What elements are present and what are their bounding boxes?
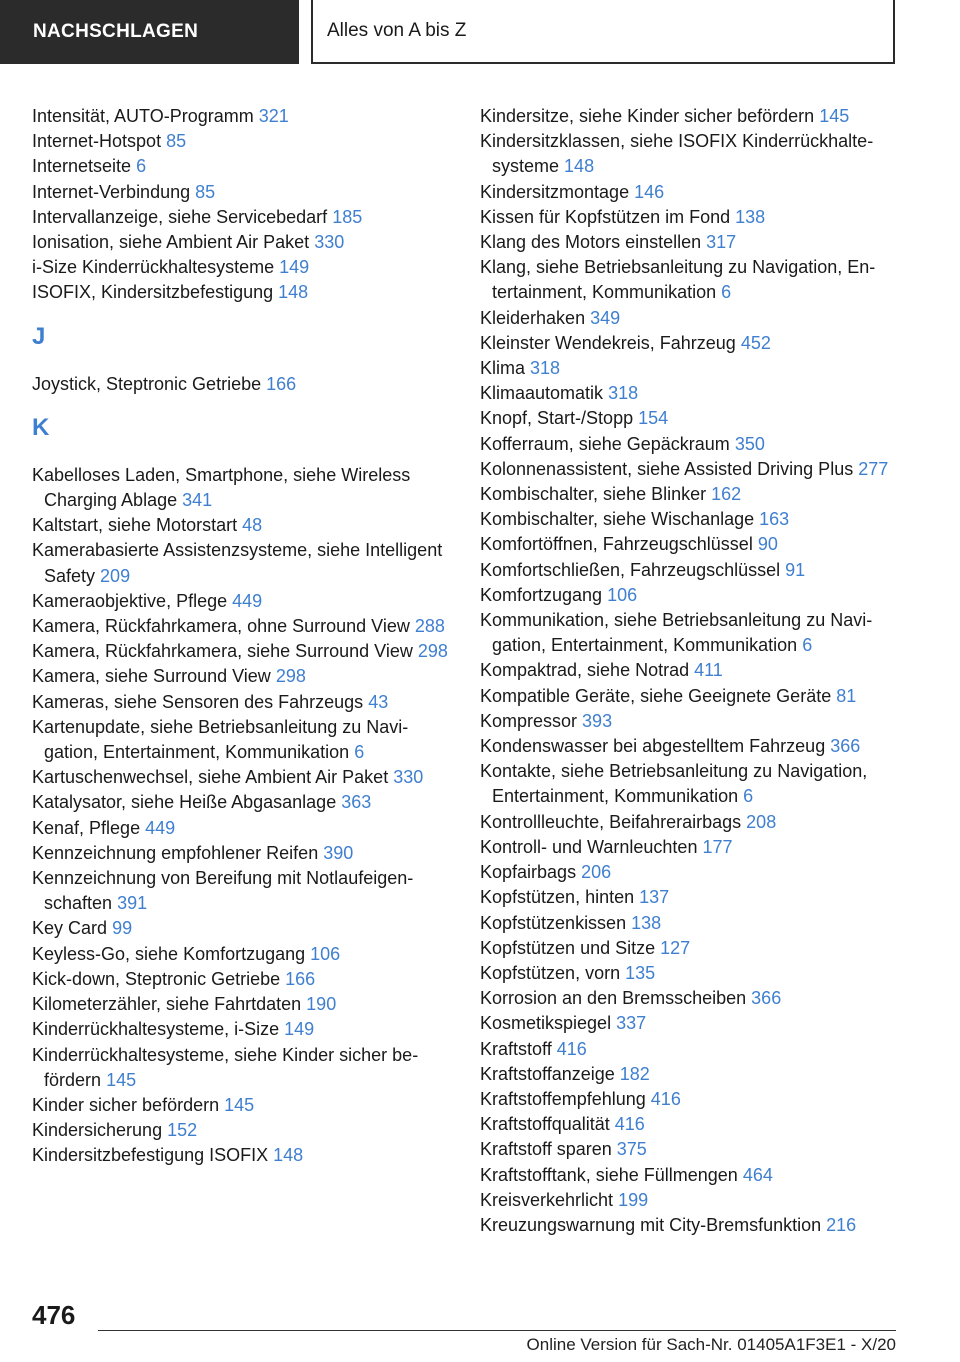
index-entry xyxy=(32,664,452,689)
index-entry xyxy=(32,1143,452,1168)
page-reference-link[interactable]: 166 xyxy=(266,373,297,394)
index-entry xyxy=(32,1118,452,1143)
index-entry-text: Kompaktrad, siehe Notrad xyxy=(480,660,690,681)
index-entry-text: Kamera, Rückfahrkamera, ohne Surround View xyxy=(32,616,410,637)
index-entry-text: Kenaf, Pflege xyxy=(32,817,141,838)
page-reference-link[interactable]: 138 xyxy=(735,206,766,227)
index-entry xyxy=(480,381,920,406)
index-entry-text: Korrosion an den Bremsscheiben xyxy=(480,988,747,1009)
page-reference-link[interactable]: 6 xyxy=(743,786,754,807)
page-reference-link[interactable]: 318 xyxy=(608,383,639,404)
index-entry xyxy=(32,129,452,154)
page-reference-link[interactable]: 349 xyxy=(590,307,621,328)
page-reference-link[interactable]: 199 xyxy=(618,1189,649,1210)
page-reference-link[interactable]: 375 xyxy=(616,1139,647,1160)
page-reference-link[interactable]: 106 xyxy=(607,584,638,605)
page-reference-link[interactable]: 321 xyxy=(258,106,289,126)
index-entry xyxy=(32,1093,452,1118)
index-entry-text: Kondenswasser bei abgestelltem Fahrzeug xyxy=(480,736,826,757)
page-reference-link[interactable]: 317 xyxy=(706,232,737,253)
index-entry-text: Komfortzugang xyxy=(480,584,603,605)
page-reference-link[interactable]: 85 xyxy=(195,181,216,202)
index-entry xyxy=(32,690,452,715)
index-entry xyxy=(32,992,452,1017)
index-entry-text: Kreuzungswarnung mit City-Bremsfunktion xyxy=(480,1214,822,1235)
index-entry xyxy=(480,306,920,331)
page-reference-link[interactable]: 416 xyxy=(614,1114,645,1135)
index-entry xyxy=(32,1017,452,1042)
page-reference-link[interactable]: 366 xyxy=(751,988,782,1009)
index-entry xyxy=(32,967,452,992)
index-entry xyxy=(480,658,920,683)
page-reference-link[interactable]: 145 xyxy=(819,106,850,126)
index-entry-text: Kindersitze, siehe Kinder sicher befördern xyxy=(480,106,815,126)
page-reference-link[interactable]: 298 xyxy=(275,666,306,687)
index-entry xyxy=(480,709,920,734)
index-entry-text: Intervallanzeige, siehe Servicebedarf xyxy=(32,206,328,227)
index-entry xyxy=(480,1213,920,1238)
index-entry xyxy=(480,986,920,1011)
index-entry-text: Kindersitzklassen, siehe ISOFIX Kinderrückhaltesysteme xyxy=(480,131,874,177)
index-entry-text: Kartuschenwechsel, siehe Ambient Air Paket xyxy=(32,767,389,788)
index-entry xyxy=(480,1087,920,1112)
page-reference-link[interactable]: 449 xyxy=(232,590,263,611)
index-entry-text: Kennzeichnung von Bereifung mit Notlaufeigenschaften xyxy=(32,868,414,914)
index-entry-text: Kennzeichnung empfohlener Reifen xyxy=(32,842,319,863)
page-reference-link[interactable]: 152 xyxy=(167,1120,198,1141)
page-reference-link[interactable]: 148 xyxy=(278,282,309,303)
page-reference-link[interactable]: 149 xyxy=(284,1019,315,1040)
index-entry xyxy=(480,129,920,179)
index-entry xyxy=(32,715,452,765)
index-entry xyxy=(480,1163,920,1188)
page-reference-link[interactable]: 350 xyxy=(734,433,765,454)
page-reference-link[interactable]: 318 xyxy=(530,358,561,379)
page-reference-link[interactable]: 6 xyxy=(721,282,732,303)
index-entry xyxy=(480,608,920,658)
index-entry-text: Klang des Motors einstellen xyxy=(480,232,702,253)
page-reference-link[interactable]: 91 xyxy=(785,559,806,580)
index-entry-text: Kleiderhaken xyxy=(480,307,586,328)
index-entry xyxy=(480,810,920,835)
index-entry xyxy=(32,589,452,614)
page-reference-link[interactable]: 6 xyxy=(354,742,365,763)
page-reference-link[interactable]: 166 xyxy=(285,968,316,989)
index-entry xyxy=(480,205,920,230)
index-entry xyxy=(32,841,452,866)
index-entry-text: Kindersitzmontage xyxy=(480,181,630,202)
index-entry-text: Kindersitzbefestigung ISOFIX xyxy=(32,1145,269,1166)
page-reference-link[interactable]: 390 xyxy=(323,842,354,863)
index-entry xyxy=(480,180,920,205)
index-entry xyxy=(480,583,920,608)
index-entry-text: Kompatible Geräte, siehe Geeignete Geräte xyxy=(480,685,832,706)
page-reference-link[interactable]: 137 xyxy=(639,887,670,908)
index-entry-text: Kommunikation, siehe Betriebsanleitung zu Navigation, Entertainment, Kommunikation xyxy=(480,610,873,656)
index-entry-text: Internet-Hotspot xyxy=(32,131,162,152)
index-entry xyxy=(480,356,920,381)
index-entry xyxy=(480,1062,920,1087)
index-entry-text: Kraftstofftank, siehe Füllmengen xyxy=(480,1164,738,1185)
index-entry-text: Kombischalter, siehe Blinker xyxy=(480,484,707,505)
index-entry xyxy=(480,1011,920,1036)
index-column-left xyxy=(32,104,452,1169)
index-entry-text: Kick-down, Steptronic Getriebe xyxy=(32,968,281,989)
index-entry xyxy=(32,765,452,790)
index-entry xyxy=(32,639,452,664)
index-entry-text: Kraftstoff xyxy=(480,1038,552,1059)
page-reference-link[interactable]: 206 xyxy=(581,862,612,883)
page-reference-link[interactable]: 154 xyxy=(638,408,669,429)
page-reference-link[interactable]: 135 xyxy=(625,962,656,983)
index-entry xyxy=(480,759,920,809)
index-entry xyxy=(32,255,452,280)
index-entry-text: Kopfstützen, hinten xyxy=(480,887,635,908)
page-reference-link[interactable]: 43 xyxy=(368,691,389,712)
index-entry-text: Kontrollleuchte, Beifahrerairbags xyxy=(480,811,742,832)
index-letter-heading: J xyxy=(32,322,46,350)
index-entry xyxy=(32,866,452,916)
index-entry xyxy=(480,1112,920,1137)
page-reference-link[interactable]: 298 xyxy=(417,641,448,662)
topic-tab xyxy=(311,0,895,64)
page-reference-link[interactable]: 148 xyxy=(564,156,595,177)
index-entry-text: Komfortöffnen, Fahrzeugschlüssel xyxy=(480,534,753,555)
index-entry xyxy=(32,513,452,538)
index-entry xyxy=(480,734,920,759)
index-entry-text: Key Card xyxy=(32,918,108,939)
index-entry xyxy=(480,406,920,431)
index-entry-text: ISOFIX, Kindersitzbefestigung xyxy=(32,282,274,303)
index-entry-text: Kartenupdate, siehe Betriebsanleitung zu Navigation, Entertainment, Kommunikation xyxy=(32,716,409,763)
index-entry xyxy=(32,916,452,941)
index-entry xyxy=(480,911,920,936)
index-entry xyxy=(32,230,452,255)
index-entry-text: Klimaautomatik xyxy=(480,383,604,404)
index-entry xyxy=(32,463,452,513)
page-reference-link[interactable]: 148 xyxy=(273,1145,304,1166)
index-entry xyxy=(480,230,920,255)
index-entry-text: Kopfstützenkissen xyxy=(480,912,627,933)
index-entry-text: Kompressor xyxy=(480,710,578,731)
page-number: 476 xyxy=(32,1300,76,1330)
section-tab xyxy=(0,0,299,64)
index-entry xyxy=(32,614,452,639)
index-entry-text: Kaltstart, siehe Motorstart xyxy=(32,515,238,536)
page-reference-link[interactable]: 90 xyxy=(757,534,778,555)
page-reference-link[interactable]: 190 xyxy=(306,994,337,1015)
index-entry xyxy=(480,482,920,507)
index-entry xyxy=(480,835,920,860)
index-entry xyxy=(480,684,920,709)
index-entry-text: Kabelloses Laden, Smartphone, siehe Wireless Charging Ablage xyxy=(32,464,411,511)
index-entry-text: Kosmetikspiegel xyxy=(480,1013,612,1034)
index-entry-text: Kamera, siehe Surround View xyxy=(32,666,271,687)
index-entry-text: Katalysator, siehe Heiße Abgasanlage xyxy=(32,792,337,813)
index-entry-text: Kinder sicher befördern xyxy=(32,1094,220,1115)
page-reference-link[interactable]: 99 xyxy=(112,918,133,939)
index-entry-text: i-Size Kinderrückhaltesysteme xyxy=(32,257,275,278)
page-reference-link[interactable]: 6 xyxy=(136,156,147,177)
index-entry-text: Kraftstoff sparen xyxy=(480,1139,612,1160)
page-reference-link[interactable]: 464 xyxy=(742,1164,773,1185)
index-entry-text: Kontroll- und Warnleuchten xyxy=(480,836,698,857)
index-entry xyxy=(480,331,920,356)
page-reference-link[interactable]: 330 xyxy=(393,767,424,788)
page-reference-link[interactable]: 48 xyxy=(242,515,263,536)
index-entry-text: Ionisation, siehe Ambient Air Paket xyxy=(32,232,310,253)
index-entry xyxy=(32,104,452,129)
index-entry-text: Kameraobjektive, Pflege xyxy=(32,590,228,611)
index-entry-text: Kopfairbags xyxy=(480,862,577,883)
index-entry-text: Kleinster Wendekreis, Fahrzeug xyxy=(480,332,736,353)
page-reference-link[interactable]: 149 xyxy=(279,257,310,278)
page-reference-link[interactable]: 162 xyxy=(711,484,742,505)
page-reference-link[interactable]: 366 xyxy=(830,736,861,757)
index-entry-text: Komfortschließen, Fahrzeugschlüssel xyxy=(480,559,781,580)
index-entry-text: Intensität, AUTO-Programm xyxy=(32,106,254,126)
page-reference-link[interactable]: 452 xyxy=(740,332,771,353)
page-reference-link[interactable]: 106 xyxy=(310,943,341,964)
index-entry-text: Kameras, siehe Sensoren des Fahrzeugs xyxy=(32,691,364,712)
page-reference-link[interactable]: 145 xyxy=(106,1069,137,1090)
topic-title: Alles von A bis Z xyxy=(327,20,467,41)
index-entry xyxy=(32,372,452,397)
page-reference-link[interactable]: 163 xyxy=(759,509,790,530)
index-entry xyxy=(480,558,920,583)
index-entry xyxy=(32,180,452,205)
page-reference-link[interactable]: 145 xyxy=(224,1094,255,1115)
index-entry xyxy=(480,255,920,305)
index-entry xyxy=(32,154,452,179)
page-reference-link[interactable]: 216 xyxy=(826,1214,857,1235)
index-entry xyxy=(32,205,452,230)
index-entry-text: Klang, siehe Betriebsanleitung zu Navigation, Entertainment, Kommunikation xyxy=(480,257,876,303)
page-reference-link[interactable]: 337 xyxy=(616,1013,647,1034)
index-entry xyxy=(480,961,920,986)
index-entry-text: Kinderrückhaltesysteme, i-Size xyxy=(32,1019,280,1040)
page-reference-link[interactable]: 393 xyxy=(582,710,613,731)
page-reference-link[interactable]: 416 xyxy=(650,1088,681,1109)
page-reference-link[interactable]: 208 xyxy=(746,811,777,832)
index-entry-text: Kindersicherung xyxy=(32,1120,163,1141)
index-entry xyxy=(480,860,920,885)
page-reference-link[interactable]: 288 xyxy=(414,616,445,637)
index-entry xyxy=(32,1043,452,1093)
index-entry xyxy=(480,885,920,910)
page-reference-link[interactable]: 138 xyxy=(631,912,662,933)
page-reference-link[interactable]: 209 xyxy=(100,565,131,586)
index-entry-text: Knopf, Start-/Stopp xyxy=(480,408,634,429)
index-entry xyxy=(480,532,920,557)
page-reference-link[interactable]: 277 xyxy=(858,458,889,479)
index-entry-text: Kilometerzähler, siehe Fahrtdaten xyxy=(32,994,302,1015)
page-reference-link[interactable]: 363 xyxy=(341,792,372,813)
index-entry-text: Kraftstoffanzeige xyxy=(480,1063,615,1084)
index-entry xyxy=(32,942,452,967)
index-entry xyxy=(480,1137,920,1162)
index-entry xyxy=(480,104,920,129)
page-reference-link[interactable]: 182 xyxy=(619,1063,650,1084)
index-entry-text: Internet-Verbindung xyxy=(32,181,191,202)
index-entry-text: Kamera, Rückfahrkamera, siehe Surround View xyxy=(32,641,413,662)
index-entry-text: Kraftstoffempfehlung xyxy=(480,1088,646,1109)
footer-text: Online Version für Sach-Nr. 01405A1F3E1 - X/20 xyxy=(526,1335,896,1354)
index-column-right xyxy=(480,104,920,1238)
page-reference-link[interactable]: 81 xyxy=(836,685,857,706)
page-reference-link[interactable]: 411 xyxy=(694,660,723,681)
page-reference-link[interactable]: 449 xyxy=(145,817,176,838)
page-reference-link[interactable]: 85 xyxy=(166,131,187,152)
footer-divider xyxy=(98,1330,896,1331)
index-entry-text: Kamerabasierte Assistenzsysteme, siehe Intelligent Safety xyxy=(32,540,443,586)
index-entry xyxy=(480,507,920,532)
page-reference-link[interactable]: 6 xyxy=(802,635,813,656)
page-reference-link[interactable]: 146 xyxy=(634,181,665,202)
index-entry-text: Kombischalter, siehe Wischanlage xyxy=(480,509,755,530)
index-entry xyxy=(32,280,452,305)
page-reference-link[interactable]: 391 xyxy=(117,893,148,914)
index-entry-text: Kraftstoffqualität xyxy=(480,1114,610,1135)
page-reference-link[interactable]: 341 xyxy=(182,490,213,511)
index-letter-heading: K xyxy=(32,413,50,441)
index-entry xyxy=(480,1037,920,1062)
index-entry xyxy=(480,457,920,482)
index-entry-text: Internetseite xyxy=(32,156,132,177)
index-entry-text: Kolonnenassistent, siehe Assisted Driving Plus xyxy=(480,458,854,479)
index-entry-text: Kopfstützen, vorn xyxy=(480,962,621,983)
index-entry xyxy=(32,538,452,588)
page-reference-link[interactable]: 185 xyxy=(332,206,363,227)
page-reference-link[interactable]: 127 xyxy=(660,937,691,958)
index-entry-text: Keyless-Go, siehe Komfortzugang xyxy=(32,943,306,964)
page-reference-link[interactable]: 330 xyxy=(314,232,345,253)
index-entry-text: Klima xyxy=(480,358,526,379)
index-entry-text: Kinderrückhaltesysteme, siehe Kinder sicher befördern xyxy=(32,1044,419,1090)
page-reference-link[interactable]: 416 xyxy=(556,1038,587,1059)
index-entry-text: Kissen für Kopfstützen im Fond xyxy=(480,206,731,227)
index-entry xyxy=(480,432,920,457)
index-entry xyxy=(32,816,452,841)
index-entry-text: Kontakte, siehe Betriebsanleitung zu Navigation, Entertainment, Kommunikation xyxy=(480,761,868,807)
index-entry xyxy=(32,790,452,815)
index-entry xyxy=(480,936,920,961)
index-entry-text: Kofferraum, siehe Gepäckraum xyxy=(480,433,730,454)
index-entry-text: Kopfstützen und Sitze xyxy=(480,937,656,958)
index-entry-text: Kreisverkehrlicht xyxy=(480,1189,614,1210)
section-title: NACHSCHLAGEN xyxy=(33,21,199,42)
index-entry xyxy=(480,1188,920,1213)
page-reference-link[interactable]: 177 xyxy=(702,836,733,857)
index-entry-text: Joystick, Steptronic Getriebe xyxy=(32,373,262,394)
